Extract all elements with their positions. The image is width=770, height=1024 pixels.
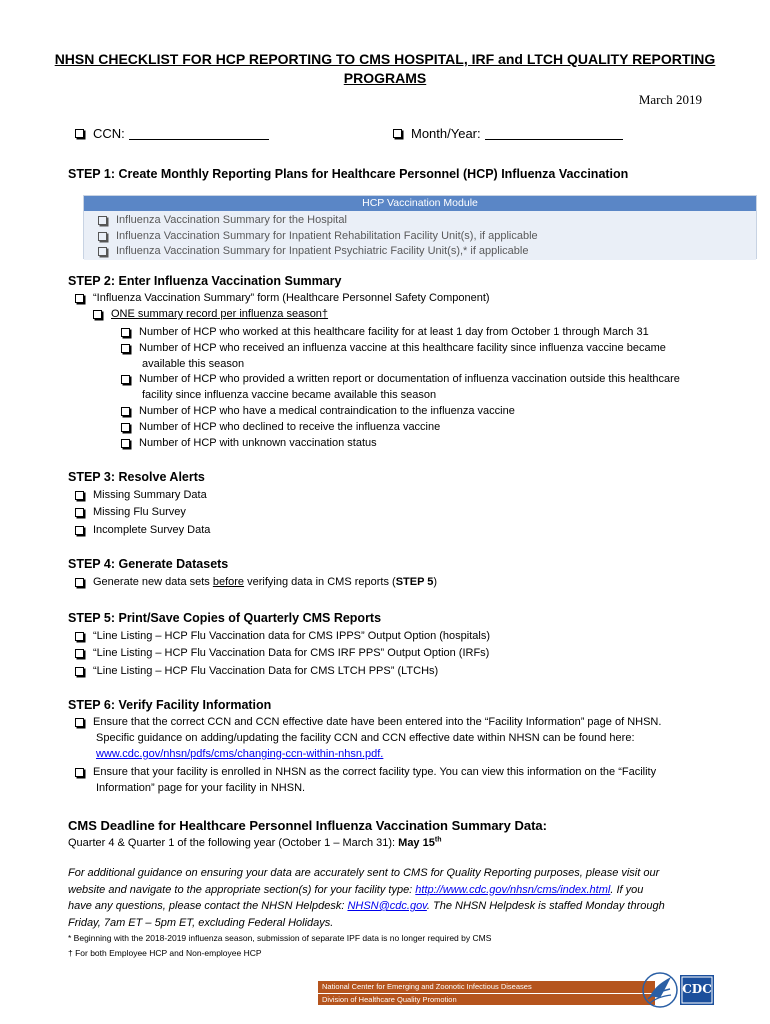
checkbox-icon[interactable] bbox=[121, 375, 130, 384]
list-item[interactable]: Incomplete Survey Data bbox=[75, 523, 210, 539]
list-item[interactable]: ONE summary record per influenza season† bbox=[93, 307, 328, 323]
list-item[interactable]: Influenza Vaccination Summary for Inpatient Rehabilitation Facility Unit(s), if applicable bbox=[98, 229, 756, 245]
step6-heading: STEP 6: Verify Facility Information bbox=[68, 698, 272, 712]
checkbox-icon[interactable] bbox=[75, 578, 84, 587]
list-item[interactable]: Ensure that the correct CCN and CCN effective date have been entered into the “Facility Information” page of NHSN. bbox=[75, 715, 661, 731]
cdc-logo-text: CDC bbox=[682, 982, 712, 996]
list-item[interactable]: Number of HCP who have a medical contraindication to the influenza vaccine bbox=[121, 404, 515, 420]
list-item[interactable]: Generate new data sets before verifying data in CMS reports (STEP 5) bbox=[75, 575, 437, 591]
list-item[interactable]: Influenza Vaccination Summary for Inpatient Psychiatric Facility Unit(s),* if applicable bbox=[98, 244, 756, 260]
month-year-field[interactable] bbox=[393, 126, 623, 142]
page-title: NHSN CHECKLIST FOR HCP REPORTING TO CMS HOSPITAL, IRF and LTCH QUALITY REPORTING PROGRAMS bbox=[54, 51, 716, 86]
list-item[interactable]: Number of HCP who received an influenza vaccine at this healthcare facility since influenza vaccine became bbox=[121, 341, 666, 357]
guidance-paragraph: For additional guidance on ensuring your data are accurately sent to CMS for Quality Reporting purposes, please visit our website and navigate to the appropriate section(s) for your facility type: http://www.cdc.gov/nhsn/cms/index.html. If you have any questions, please contact the NHSN Helpdesk: NHSN@cdc.gov. The NHSN Helpdesk is staffed Monday through Friday, 7am ET – 5pm ET, excluding Federal Holidays. bbox=[68, 867, 665, 929]
checkbox-icon[interactable] bbox=[98, 232, 107, 241]
helpdesk-email-link[interactable]: NHSN@cdc.gov bbox=[347, 900, 427, 912]
list-item-continuation: Information” page for your facility in NHSN. bbox=[96, 782, 306, 794]
cms-guidance-link[interactable]: http://www.cdc.gov/nhsn/cms/index.html bbox=[415, 883, 611, 896]
ccn-field[interactable] bbox=[75, 126, 269, 142]
step2-heading: STEP 2: Enter Influenza Vaccination Summary bbox=[68, 274, 342, 288]
step4-heading: STEP 4: Generate Datasets bbox=[68, 557, 229, 571]
footer-bar bbox=[318, 981, 655, 1005]
checkbox-icon[interactable] bbox=[98, 216, 107, 225]
checkbox-icon[interactable] bbox=[75, 632, 84, 641]
list-item[interactable]: “Influenza Vaccination Summary” form (Healthcare Personnel Safety Component) bbox=[75, 291, 490, 307]
list-item[interactable]: Missing Summary Data bbox=[75, 488, 207, 504]
checkbox-icon[interactable] bbox=[121, 423, 130, 432]
checkbox-icon[interactable] bbox=[75, 649, 84, 658]
checkbox-icon[interactable] bbox=[75, 718, 84, 727]
checkbox-icon[interactable] bbox=[393, 129, 402, 138]
checkbox-icon[interactable] bbox=[75, 508, 84, 517]
list-item-continuation: available this season bbox=[142, 358, 245, 370]
checkbox-icon[interactable] bbox=[98, 247, 107, 256]
footnote: * Beginning with the 2018-2019 influenza season, submission of separate IPF data is no longer required by CMS bbox=[68, 933, 492, 943]
document-date: March 2019 bbox=[638, 92, 702, 107]
list-item[interactable]: “Line Listing – HCP Flu Vaccination Data for CMS IRF PPS” Output Option (IRFs) bbox=[75, 646, 489, 662]
checkbox-icon[interactable] bbox=[75, 526, 84, 535]
list-item[interactable]: “Line Listing – HCP Flu Vaccination data for CMS IPPS” Output Option (hospitals) bbox=[75, 629, 490, 645]
cdc-logo bbox=[640, 963, 716, 1017]
checkbox-icon[interactable] bbox=[121, 439, 130, 448]
list-item[interactable]: Number of HCP who provided a written report or documentation of influenza vaccination outside this healthcare bbox=[121, 372, 680, 388]
list-item-continuation: facility since influenza vaccine became available this season bbox=[142, 389, 437, 401]
ccn-blank-line[interactable] bbox=[129, 126, 269, 140]
checkbox-icon[interactable] bbox=[121, 344, 130, 353]
checkbox-icon[interactable] bbox=[75, 294, 84, 303]
module-title: HCP Vaccination Module bbox=[84, 196, 756, 211]
checkbox-icon[interactable] bbox=[75, 667, 84, 676]
deadline-heading: CMS Deadline for Healthcare Personnel Influenza Vaccination Summary Data: bbox=[68, 818, 547, 833]
step1-heading: STEP 1: Create Monthly Reporting Plans for Healthcare Personnel (HCP) Influenza Vaccination bbox=[68, 167, 629, 181]
footer-division-name: Division of Healthcare Quality Promotion bbox=[318, 993, 655, 1005]
checkbox-icon[interactable] bbox=[75, 491, 84, 500]
checkbox-icon[interactable] bbox=[121, 328, 130, 337]
list-item[interactable]: Influenza Vaccination Summary for the Hospital bbox=[98, 213, 756, 229]
checkbox-icon[interactable] bbox=[75, 768, 84, 777]
step3-heading: STEP 3: Resolve Alerts bbox=[68, 470, 205, 484]
list-item[interactable]: Number of HCP who declined to receive the influenza vaccine bbox=[121, 420, 440, 436]
list-item[interactable]: Missing Flu Survey bbox=[75, 505, 186, 521]
footer-center-name: National Center for Emerging and Zoonotic Infectious Diseases bbox=[322, 982, 532, 991]
list-item[interactable]: Number of HCP who worked at this healthcare facility for at least 1 day from October 1 through March 31 bbox=[121, 325, 649, 341]
list-item-continuation: Specific guidance on adding/updating the facility CCN and CCN effective date within NHSN can be found here: bbox=[96, 732, 635, 744]
checkbox-icon[interactable] bbox=[121, 407, 130, 416]
list-item[interactable]: Ensure that your facility is enrolled in NHSN as the correct facility type. You can view this information on the “Facility bbox=[75, 765, 656, 781]
hcp-vaccination-module bbox=[83, 195, 757, 259]
month-year-blank-line[interactable] bbox=[485, 126, 623, 140]
step5-heading: STEP 5: Print/Save Copies of Quarterly CMS Reports bbox=[68, 611, 382, 625]
footnote: † For both Employee HCP and Non-employee HCP bbox=[68, 948, 262, 958]
list-item[interactable]: “Line Listing – HCP Flu Vaccination Data for CMS LTCH PPS” (LTCHs) bbox=[75, 664, 438, 680]
checkbox-icon[interactable] bbox=[93, 310, 102, 319]
list-item[interactable]: Number of HCP with unknown vaccination status bbox=[121, 436, 377, 452]
deadline-text: Quarter 4 & Quarter 1 of the following year (October 1 – March 31): May 15th bbox=[68, 836, 442, 849]
ccn-label: CCN: bbox=[93, 126, 125, 141]
checkbox-icon[interactable] bbox=[75, 129, 84, 138]
month-year-label: Month/Year: bbox=[411, 126, 481, 141]
facility-ccn-link[interactable]: www.cdc.gov/nhsn/pdfs/cms/changing-ccn-within-nhsn.pdf. bbox=[96, 748, 384, 760]
